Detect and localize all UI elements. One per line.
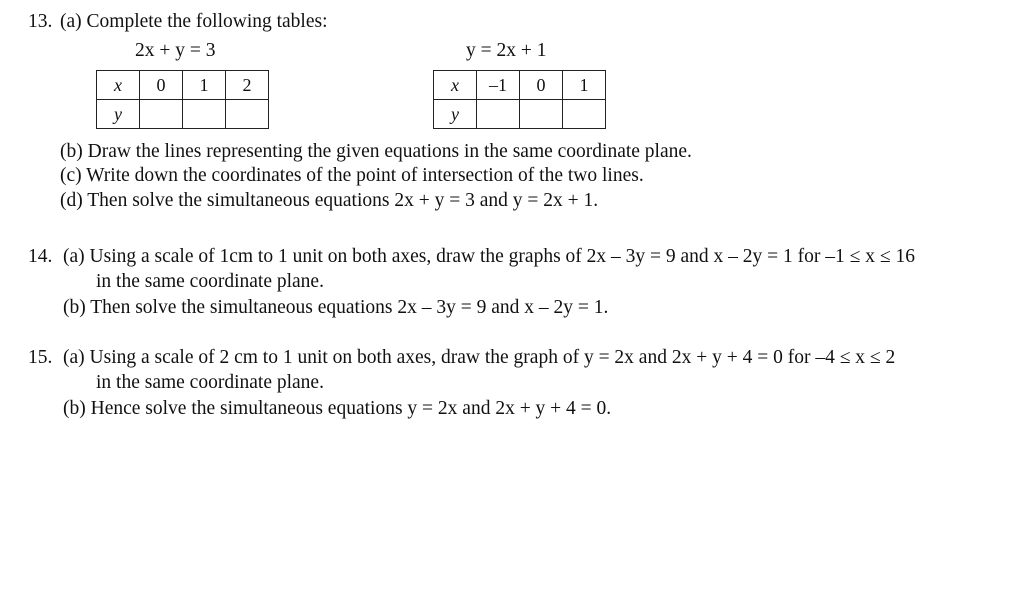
question-15-number: 15. bbox=[28, 347, 53, 368]
table1-cell-y-blank[interactable] bbox=[140, 100, 183, 129]
table1-cell-x-label: x bbox=[97, 71, 140, 100]
table2-cell-x: 0 bbox=[520, 71, 563, 100]
question-14a-continuation: in the same coordinate plane. bbox=[96, 271, 324, 292]
question-14-number: 14. bbox=[28, 246, 53, 267]
table2-values bbox=[433, 70, 606, 129]
table1-row-y bbox=[97, 100, 269, 129]
table2-caption: y = 2x + 1 bbox=[466, 40, 547, 61]
question-15a-continuation: in the same coordinate plane. bbox=[96, 372, 324, 393]
question-14b-text: (b) Then solve the simultaneous equations 2x – 3y = 9 and x – 2y = 1. bbox=[63, 297, 609, 318]
table1-caption: 2x + y = 3 bbox=[135, 40, 216, 61]
table2-row-y bbox=[434, 100, 606, 129]
question-13b-text: (b) Draw the lines representing the given equations in the same coordinate plane. bbox=[60, 141, 692, 162]
question-15b-text: (b) Hence solve the simultaneous equations y = 2x and 2x + y + 4 = 0. bbox=[63, 398, 612, 419]
question-14a-text: (a) Using a scale of 1cm to 1 unit on both axes, draw the graphs of 2x – 3y = 9 and x – 2y = 1 for –1 ≤ x ≤ 16 bbox=[63, 246, 915, 267]
table2-cell-y-blank[interactable] bbox=[563, 100, 606, 129]
table2-row-x bbox=[434, 71, 606, 100]
table2-cell-y-blank[interactable] bbox=[477, 100, 520, 129]
question-15a-text: (a) Using a scale of 2 cm to 1 unit on both axes, draw the graph of y = 2x and 2x + y + 4 = 0 for –4 ≤ x ≤ 2 bbox=[63, 347, 896, 368]
question-13c-text: (c) Write down the coordinates of the point of intersection of the two lines. bbox=[60, 165, 644, 186]
table2-cell-y-blank[interactable] bbox=[520, 100, 563, 129]
table2-cell-y-label: y bbox=[434, 100, 477, 129]
table1-cell-y-blank[interactable] bbox=[226, 100, 269, 129]
table1-row-x bbox=[97, 71, 269, 100]
table2-cell-x: 1 bbox=[563, 71, 606, 100]
table2-cell-x-label: x bbox=[434, 71, 477, 100]
question-13-number: 13. bbox=[28, 11, 53, 32]
table1-cell-x: 2 bbox=[226, 71, 269, 100]
table1-cell-x: 1 bbox=[183, 71, 226, 100]
table1-values bbox=[96, 70, 269, 129]
table1-cell-x: 0 bbox=[140, 71, 183, 100]
table1-cell-y-label: y bbox=[97, 100, 140, 129]
table2-cell-x: –1 bbox=[477, 71, 520, 100]
table1-cell-y-blank[interactable] bbox=[183, 100, 226, 129]
question-13d-text: (d) Then solve the simultaneous equations 2x + y = 3 and y = 2x + 1. bbox=[60, 190, 599, 211]
question-13a-text: (a) Complete the following tables: bbox=[60, 11, 328, 32]
